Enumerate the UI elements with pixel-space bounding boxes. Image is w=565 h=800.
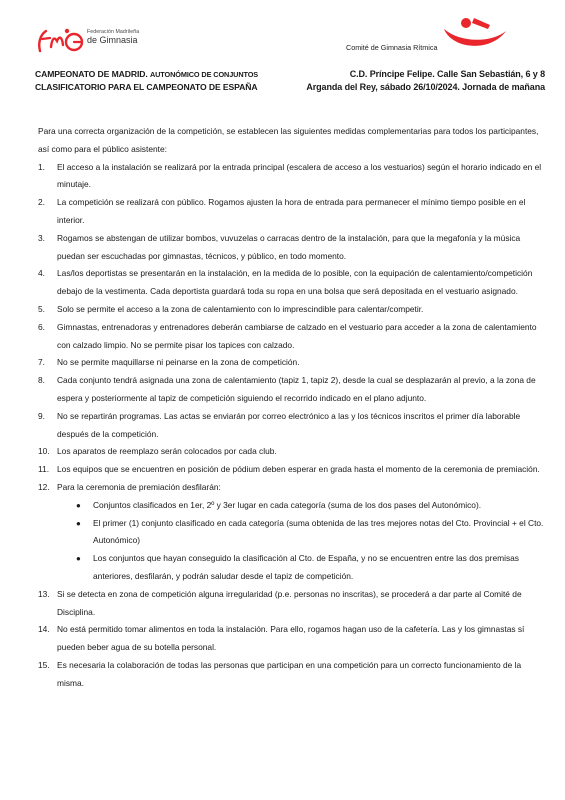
rule-text: Para la ceremonia de premiación desfilarán:	[57, 481, 221, 492]
ceremony-item-text: Los conjuntos que hayan conseguido la clasificación al Cto. de España, y no se encuentren entre las dos premisas anteriores, desfilarán, y podrán saludar desde el tapiz de competición.	[93, 553, 519, 581]
rule-number: 9.	[38, 410, 45, 421]
rule-text: Solo se permite el acceso a la zona de calentamiento con lo imprescindible para calentar/competir.	[57, 303, 424, 314]
rule-number: 4.	[38, 268, 45, 279]
rule-text: No se permite maquillarse ni peinarse en la zona de competición.	[57, 357, 300, 368]
event-venue	[306, 68, 545, 94]
committee-name: Comité de Gimnasia Rítmica	[346, 43, 438, 52]
rule-item	[38, 265, 548, 301]
rule-text: Las/los deportistas se presentarán en la instalación, en la medida de lo posible, con la equipación de calentamiento/competición debajo de la vestimenta. Cada deportista guardará toda su ropa en una bolsa que será depositada en el vestuario asignado.	[57, 268, 533, 297]
ceremony-sublist	[57, 497, 548, 586]
rule-item	[38, 194, 548, 230]
committee-logo-icon	[438, 15, 510, 55]
event-title-line2: CLASIFICATORIO PARA EL CAMPEONATO DE ESPAÑA	[35, 82, 258, 92]
document-body	[38, 123, 548, 693]
rule-item	[38, 408, 548, 444]
rule-text: Rogamos se abstengan de utilizar bombos, vuvuzelas o carracas dentro de la instalación, para que la megafonía y la música puedan ser escuchadas por gimnastas, técnicos, y público, en todo momento.	[57, 232, 521, 261]
rule-item	[38, 372, 548, 408]
rule-number: 6.	[38, 321, 45, 332]
rule-number: 1.	[38, 161, 45, 172]
page-header	[0, 0, 565, 100]
intro-paragraph: Para una correcta organización de la competición, se establecen las siguientes medidas complementarias para todos los participantes, así como para el público asistente:	[38, 126, 539, 154]
ceremony-item-text: Conjuntos clasificados en 1er, 2º y 3er lugar en cada categoría (suma de los dos pases del Autonómico).	[93, 499, 482, 510]
rule-item	[38, 586, 548, 622]
event-title-line1	[35, 68, 258, 81]
bullet-icon: ●	[76, 554, 81, 564]
rules-list	[38, 159, 548, 693]
rule-number: 13.	[38, 588, 50, 599]
rule-item	[38, 479, 548, 586]
rule-number: 7.	[38, 357, 45, 368]
rule-number: 12.	[38, 481, 50, 492]
ceremony-item	[76, 515, 548, 551]
rule-number: 10.	[38, 446, 50, 457]
rule-item	[38, 657, 548, 693]
rule-number: 14.	[38, 624, 50, 635]
event-venue-address: C.D. Príncipe Felipe. Calle San Sebastián, 6 y 8	[349, 69, 545, 79]
rule-text: Si se detecta en zona de competición alguna irregularidad (p.e. personas no inscritas), se procederá a dar parte al Comité de Disciplina.	[57, 588, 522, 617]
bullet-icon: ●	[76, 518, 81, 528]
rule-item	[38, 301, 548, 319]
rule-item	[38, 354, 548, 372]
rule-text: Gimnastas, entrenadoras y entrenadores deberán cambiarse de calzado en el vestuario para acceder a la zona de calentamiento con calzado limpio. No se permite pisar los tapices con calzado.	[57, 321, 537, 350]
rule-item	[38, 621, 548, 657]
rule-item	[38, 159, 548, 195]
event-title-small: AUTONÓMICO DE CONJUNTOS	[149, 70, 259, 79]
ceremony-item	[76, 550, 548, 586]
rule-number: 5.	[38, 303, 45, 314]
rule-text: La competición se realizará con público. Rogamos ajusten la hora de entrada para permanecer el mínimo tiempo posible en el interior.	[57, 197, 526, 225]
rule-text: Los aparatos de reemplazo serán colocados por cada club.	[57, 446, 277, 457]
rule-number: 11.	[38, 464, 50, 475]
rule-number: 2.	[38, 197, 45, 208]
event-title	[35, 68, 258, 94]
rule-text: El acceso a la instalación se realizará por la entrada principal (escalera de acceso a los vestuarios) según el horario indicado en el minutaje.	[57, 161, 542, 190]
rule-number: 15.	[38, 659, 50, 670]
rule-text: Es necesaria la colaboración de todas las personas que participan en una competición para un correcto funcionamiento de la misma.	[57, 659, 522, 688]
event-venue-date: Arganda del Rey, sábado 26/10/2024. Jornada de mañana	[306, 82, 545, 92]
ceremony-item	[76, 497, 548, 515]
rule-number: 3.	[38, 232, 45, 243]
federation-logo-icon	[34, 25, 86, 55]
rule-item	[38, 461, 548, 479]
federation-name	[87, 30, 139, 46]
ceremony-item-text: El primer (1) conjunto clasificado en cada categoría (suma obtenida de las tres mejores notas del Cto. Provincial + el Cto. Autonómico)	[93, 517, 544, 546]
rule-text: Cada conjunto tendrá asignada una zona de calentamiento (tapiz 1, tapiz 2), desde la cual se desplazarán al previo, a la zona de espera y posteriormente al tapiz de competición siguiendo el recorrido indicado en el plano adjunto.	[57, 375, 536, 403]
rule-item	[38, 319, 548, 355]
rule-number: 8.	[38, 375, 45, 386]
federation-name-big: de Gimnasia	[87, 34, 138, 45]
rule-item	[38, 230, 548, 266]
rule-text: No se repartirán programas. Las actas se enviarán por correo electrónico a las y los técnicos inscritos el primer día laborable después de la competición.	[57, 410, 521, 439]
rule-text: Los equipos que se encuentren en posición de pódium deben esperar en grada hasta el momento de la ceremonia de premiación.	[57, 464, 540, 475]
bullet-icon: ●	[76, 500, 81, 510]
federation-name-small: Federación Madrileña	[87, 29, 140, 35]
event-title-main: CAMPEONATO DE MADRID.	[35, 69, 148, 79]
rule-item	[38, 443, 548, 461]
rule-text: No está permitido tomar alimentos en toda la instalación. Para ello, rogamos hagan uso de la cafetería. Las y los gimnastas sí pueden beber agua de su botella personal.	[57, 624, 525, 653]
